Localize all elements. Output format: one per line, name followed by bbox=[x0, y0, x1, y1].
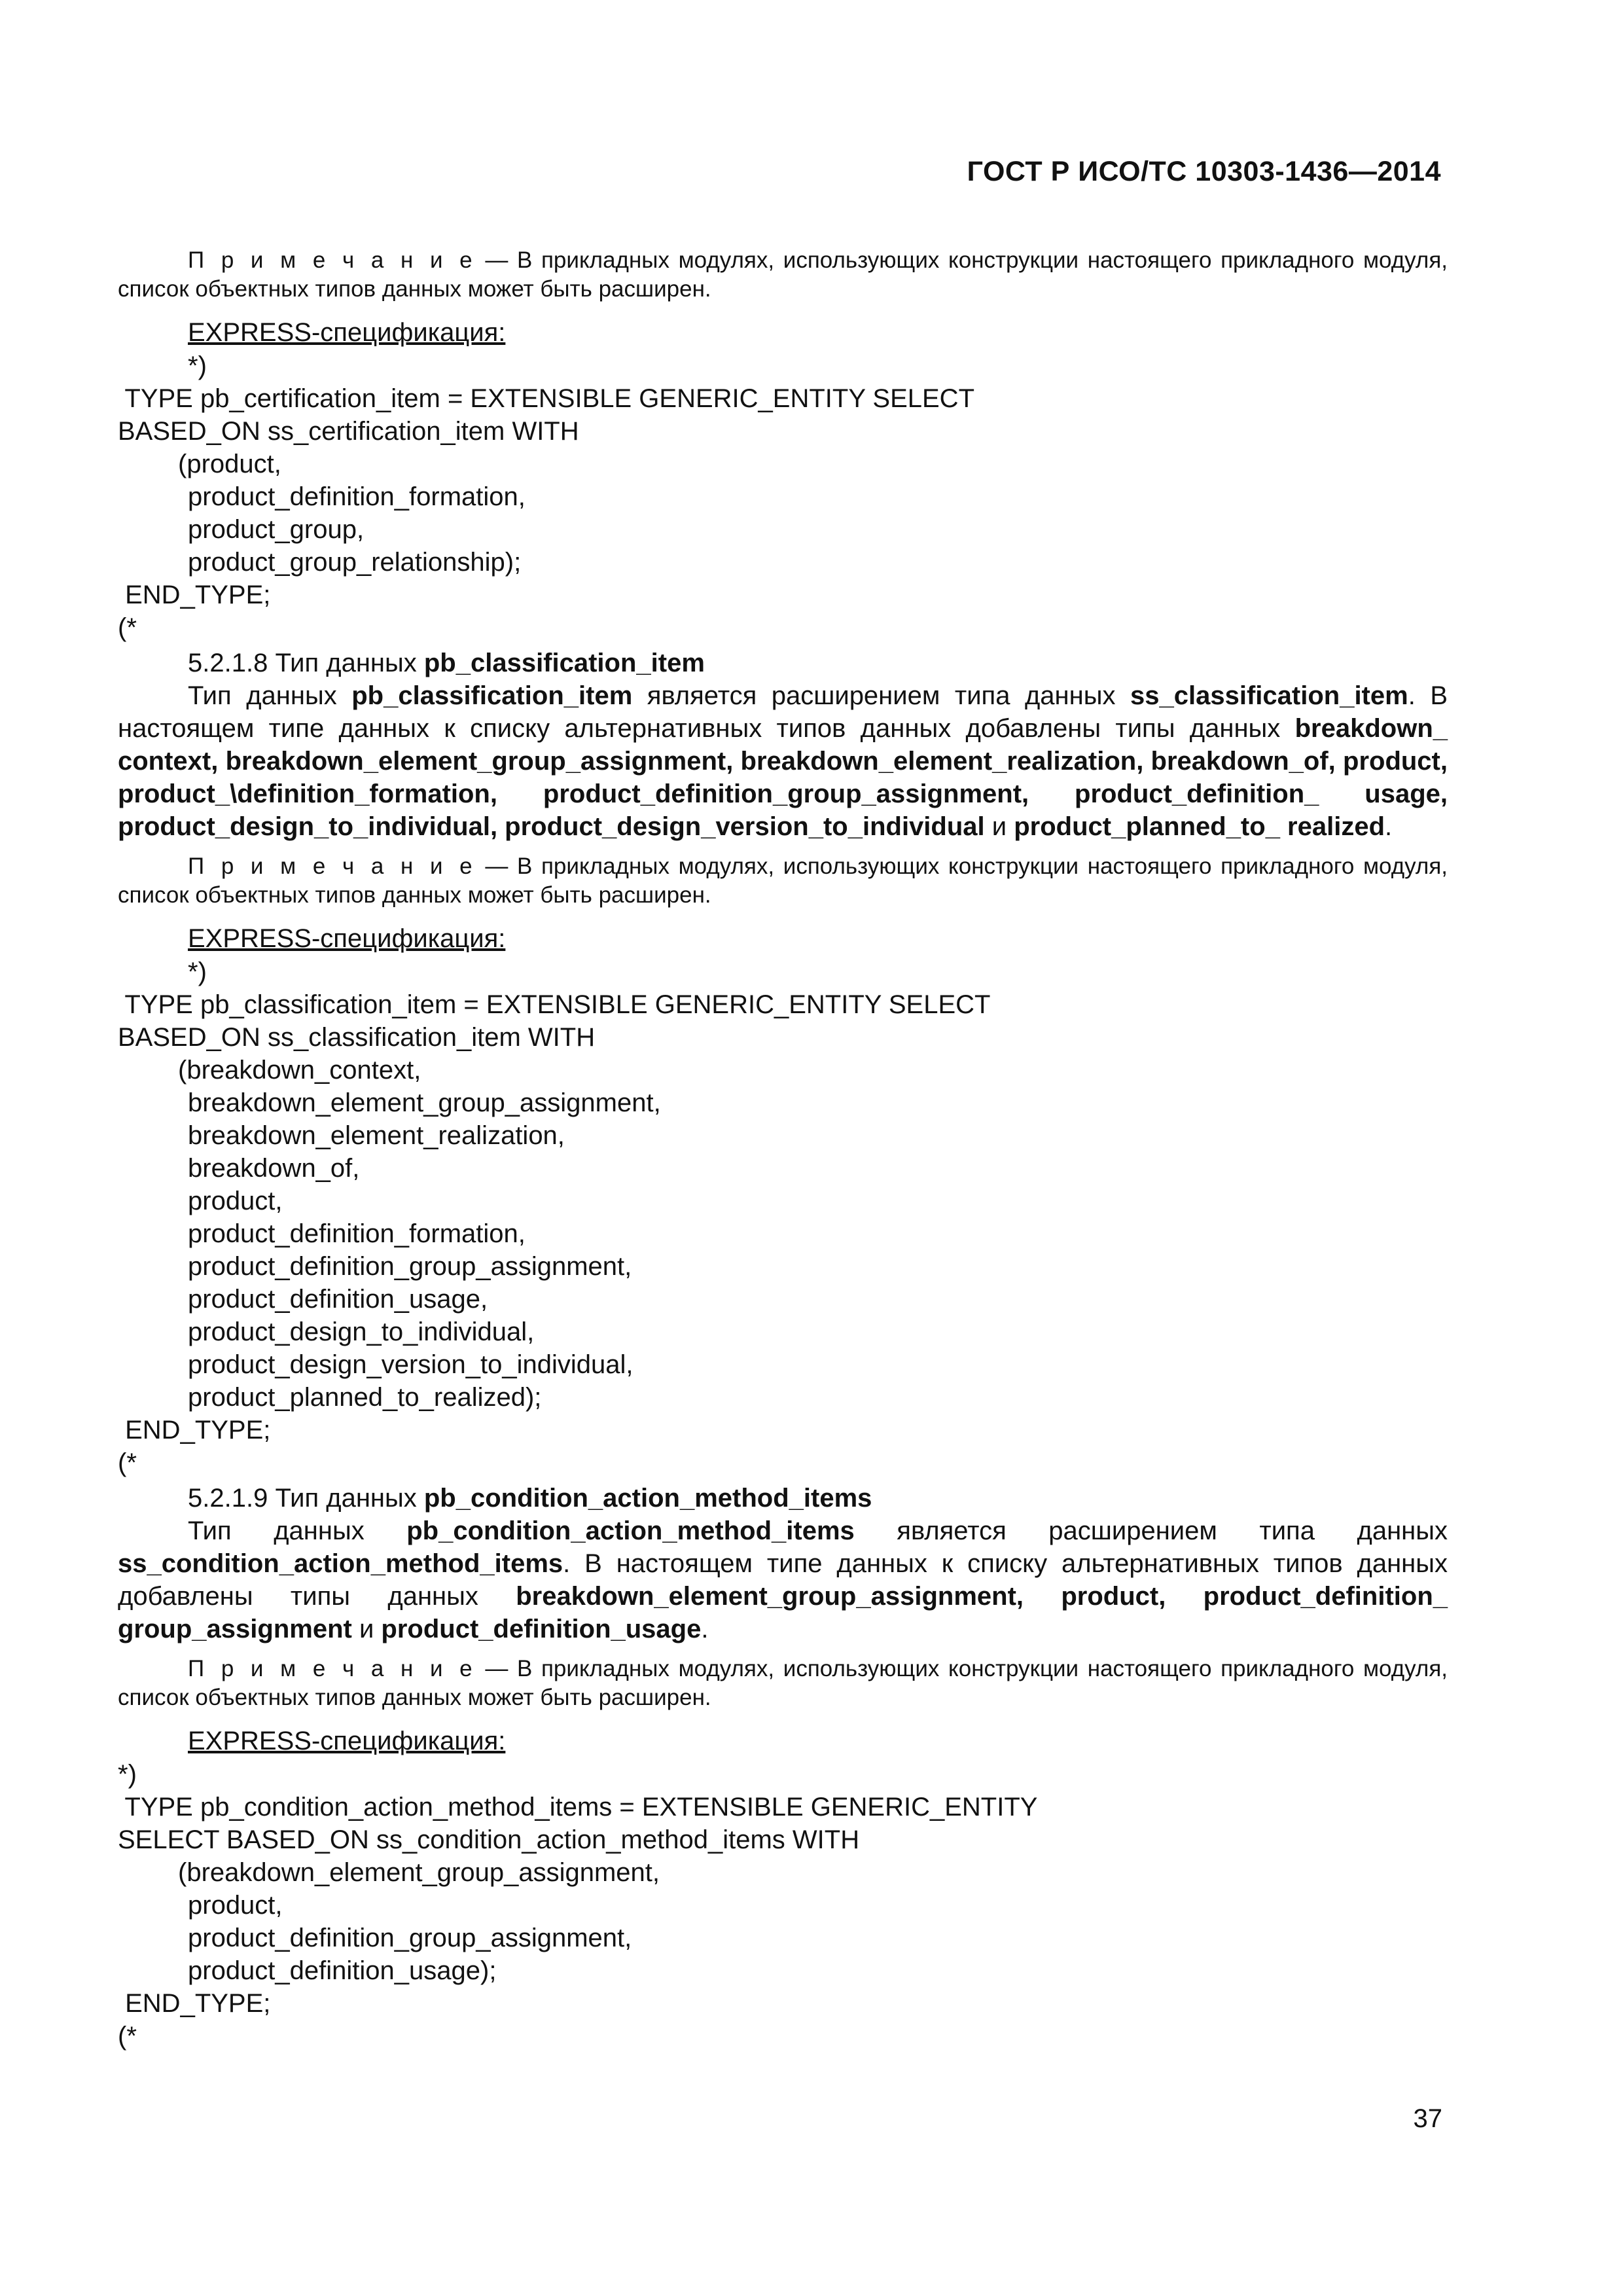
type-name: pb_condition_action_method_items bbox=[406, 1516, 855, 1545]
code-line: SELECT BASED_ON ss_condition_action_method_items WITH bbox=[118, 1825, 860, 1854]
code-line: breakdown_element_realization, bbox=[188, 1121, 565, 1150]
note-label: П р и м е ч а н и е bbox=[188, 1656, 476, 1681]
heading-type-name: pb_condition_action_method_items bbox=[423, 1484, 872, 1513]
text: Тип данных bbox=[188, 681, 352, 710]
code-line: product_design_version_to_individual, bbox=[188, 1350, 633, 1379]
express-label: EXPRESS-спецификация: bbox=[188, 318, 506, 347]
text: . bbox=[1385, 812, 1393, 841]
code-line: BASED_ON ss_certification_item WITH bbox=[118, 417, 579, 446]
code-line: (breakdown_element_group_assignment, bbox=[178, 1858, 660, 1887]
express-label: EXPRESS-спецификация: bbox=[188, 1727, 506, 1755]
code-line: product_group, bbox=[188, 515, 365, 544]
section-heading bbox=[118, 647, 1448, 679]
heading-number: 5.2.1.8 Тип данных bbox=[188, 649, 424, 677]
code-line: END_TYPE; bbox=[118, 1989, 271, 2018]
code-line: TYPE pb_certification_item = EXTENSIBLE GENERIC_ENTITY SELECT bbox=[118, 384, 975, 413]
heading-number: 5.2.1.9 Тип данных bbox=[188, 1484, 424, 1513]
text: и bbox=[351, 1615, 382, 1643]
section-heading bbox=[118, 1482, 1448, 1515]
type-name: pb_classification_item bbox=[351, 681, 633, 710]
code-line: product_definition_formation, bbox=[188, 482, 526, 511]
code-line: product_definition_group_assignment, bbox=[188, 1924, 632, 1952]
type-name: ss_classification_item bbox=[1130, 681, 1408, 710]
code-line: breakdown_of, bbox=[188, 1154, 360, 1183]
body-paragraph bbox=[118, 679, 1448, 843]
note-text: — В прикладных модулях, использующих конструкции настоящего прикладного модуля, список объектных типов данных может быть расширен. bbox=[118, 853, 1448, 908]
code-line: (breakdown_context, bbox=[178, 1056, 421, 1085]
code-open: *) bbox=[188, 351, 207, 380]
text: . В настоящем типе данных к списку альтернативных типов данных добавлены типы данных bbox=[118, 681, 1448, 743]
type-name-list: breakdown_element_group_assignment, product, product_definition_ group_assignment bbox=[118, 1582, 1448, 1643]
text: является расширением типа данных bbox=[632, 681, 1131, 710]
type-name: product_planned_to_ realized bbox=[1014, 812, 1385, 841]
code-open: *) bbox=[188, 958, 207, 986]
code-line: product_definition_formation, bbox=[188, 1219, 526, 1248]
text: . bbox=[701, 1615, 709, 1643]
type-name: ss_condition_action_method_items bbox=[118, 1549, 563, 1578]
code-line: BASED_ON ss_classification_item WITH bbox=[118, 1023, 596, 1052]
note-paragraph bbox=[118, 246, 1448, 304]
code-line: product_design_to_individual, bbox=[188, 1318, 535, 1346]
express-label: EXPRESS-спецификация: bbox=[188, 924, 506, 953]
document-header: ГОСТ Р ИСО/ТС 10303-1436—2014 bbox=[967, 156, 1441, 187]
page-number: 37 bbox=[1413, 2104, 1442, 2133]
code-line: product_group_relationship); bbox=[188, 548, 522, 577]
text: Тип данных bbox=[188, 1516, 407, 1545]
code-line: product_planned_to_realized); bbox=[188, 1383, 542, 1412]
code-line: TYPE pb_classification_item = EXTENSIBLE GENERIC_ENTITY SELECT bbox=[118, 990, 991, 1019]
note-label: П р и м е ч а н и е bbox=[188, 853, 476, 879]
note-text: — В прикладных модулях, использующих конструкции настоящего прикладного модуля, список объектных типов данных может быть расширен. bbox=[118, 1656, 1448, 1710]
text: является расширением типа данных bbox=[854, 1516, 1448, 1545]
code-line: (* bbox=[118, 1448, 137, 1477]
code-line: product, bbox=[188, 1891, 283, 1920]
text: и bbox=[984, 812, 1014, 841]
code-line: product_definition_usage, bbox=[188, 1285, 488, 1314]
code-line: product_definition_usage); bbox=[188, 1956, 497, 1985]
type-name: product_definition_usage bbox=[381, 1615, 702, 1643]
note-paragraph bbox=[118, 1655, 1448, 1712]
text: . В настоящем типе данных к списку альтернативных типов данных добавлены типы данных bbox=[118, 1549, 1448, 1611]
code-line: TYPE pb_condition_action_method_items = EXTENSIBLE GENERIC_ENTITY bbox=[118, 1793, 1038, 1821]
heading-type-name: pb_classification_item bbox=[423, 649, 705, 677]
code-line: END_TYPE; bbox=[118, 581, 271, 609]
note-label: П р и м е ч а н и е bbox=[188, 247, 476, 273]
code-line: product_definition_group_assignment, bbox=[188, 1252, 632, 1281]
code-line: (product, bbox=[178, 450, 281, 478]
page-content bbox=[118, 237, 1448, 2053]
code-line: (* bbox=[118, 2022, 137, 2051]
body-paragraph bbox=[118, 1515, 1448, 1645]
note-paragraph bbox=[118, 852, 1448, 910]
type-name-list: breakdown_ context, breakdown_element_group_assignment, breakdown_element_realization, breakdown_of, product, product_\definition_formation, product_definition_group_assignment, product_definition_ usage, product_design_to_individual, product_design_version_to_individual bbox=[118, 714, 1448, 841]
code-open: *) bbox=[118, 1760, 137, 1789]
code-line: END_TYPE; bbox=[118, 1416, 271, 1444]
code-line: product, bbox=[188, 1187, 283, 1215]
note-text: — В прикладных модулях, использующих конструкции настоящего прикладного модуля, список объектных типов данных может быть расширен. bbox=[118, 247, 1448, 302]
code-line: breakdown_element_group_assignment, bbox=[188, 1088, 661, 1117]
code-line: (* bbox=[118, 613, 137, 642]
